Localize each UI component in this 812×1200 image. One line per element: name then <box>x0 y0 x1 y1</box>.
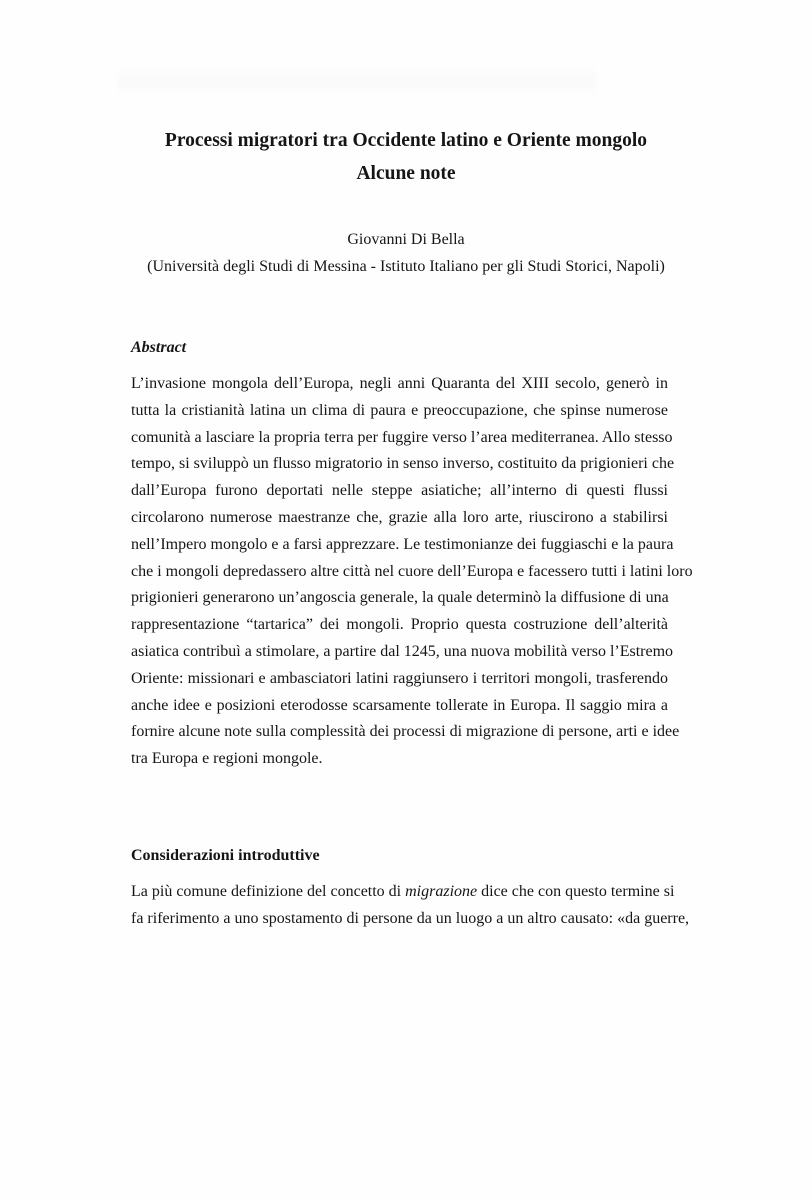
abstract-line: tra Europa e regioni mongole. <box>131 750 323 768</box>
paper-subtitle: Alcune note <box>356 163 456 184</box>
abstract-line: circolarono numerose maestranze che, grazie alla loro arte, riuscirono a stabilirsi <box>131 508 668 526</box>
intro-body <box>131 879 690 933</box>
migrazione-emphasis: migrazione <box>405 883 478 900</box>
intro-heading: Considerazioni introduttive <box>131 847 320 864</box>
intro-line <box>131 879 675 906</box>
abstract-line: tempo, si sviluppò un flusso migratorio in senso inverso, costituito da prigionieri che <box>131 455 675 473</box>
abstract-line: prigionieri generarono un’angoscia generale, la quale determinò la diffusione di una <box>131 589 669 607</box>
author-affiliation: (Università degli Studi di Messina - Istituto Italiano per gli Studi Storici, Napoli) <box>147 258 665 275</box>
abstract-line: Oriente: missionari e ambasciatori latini raggiunsero i territori mongoli, trasferendo <box>131 669 668 687</box>
scan-bleed-through <box>118 66 596 96</box>
author-name: Giovanni Di Bella <box>347 231 465 248</box>
intro-text: dice che con questo termine si <box>477 883 675 900</box>
abstract-line: L’invasione mongola dell’Europa, negli anni Quaranta del XIII secolo, generò in <box>131 375 668 392</box>
abstract-line: rappresentazione “tartarica” dei mongoli. Proprio questa costruzione dell’alterità <box>131 616 668 634</box>
intro-line: fa riferimento a uno spostamento di persone da un luogo a un altro causato: «da guerre, <box>131 909 690 927</box>
abstract-line: anche idee e posizioni eterodosse scarsamente tollerate in Europa. Il saggio mira a <box>131 696 668 714</box>
abstract-heading: Abstract <box>131 339 187 356</box>
author-block <box>118 226 694 280</box>
abstract-line: fornire alcune note sulla complessità dei processi di migrazione di persone, arti e idee <box>131 723 680 741</box>
intro-text: La più comune definizione del concetto di <box>131 883 406 900</box>
title-block <box>118 124 694 190</box>
abstract-line: nell’Impero mongolo e a farsi apprezzare. Le testimonianze dei fuggiaschi e la paura <box>131 535 674 553</box>
abstract-line: asiatica contribuì a stimolare, a partire dal 1245, una nuova mobilità verso l’Estremo <box>131 642 674 660</box>
abstract-body <box>131 371 693 773</box>
abstract-line: comunità a lasciare la propria terra per fuggire verso l’area mediterranea. Allo stesso <box>131 428 673 446</box>
abstract-line: tutta la cristianità latina un clima di paura e preoccupazione, che spinse numerose <box>131 401 668 419</box>
abstract-line: che i mongoli depredassero altre città nel cuore dell’Europa e facessero tutti i latini loro <box>131 562 693 580</box>
paper-title: Processi migratori tra Occidente latino e Oriente mongolo <box>164 130 648 151</box>
abstract-line: dall’Europa furono deportati nelle steppe asiatiche; all’interno di questi flussi <box>131 482 668 500</box>
